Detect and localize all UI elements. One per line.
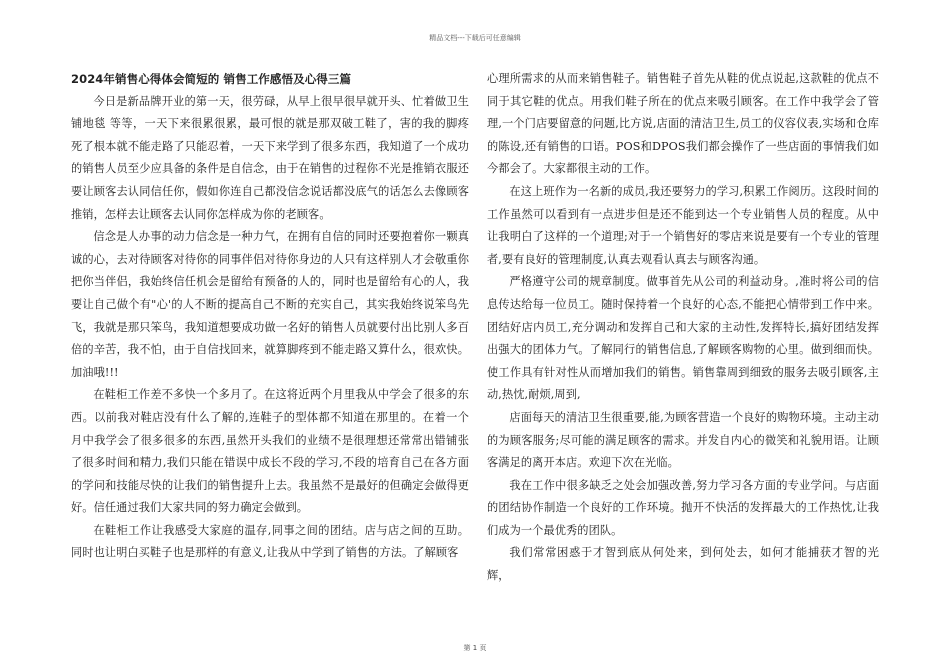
paragraph: 在鞋柜工作让我感受大家庭的温存,同事之间的团结。店与店之间的互助。同时也让明白买鞋子也是那样的有意义,让我从中学到了销售的方法。了解顾客 (71, 523, 469, 560)
document-title: 2024年销售心得体会简短的 销售工作感悟及心得三篇 (71, 72, 352, 86)
paragraph: 心理所需求的从而来销售鞋子。销售鞋子首先从鞋的优点说起,这款鞋的优点不同于其它鞋的优点。用我们鞋子所在的优点来吸引顾客。在工作中我学会了管理,一个门店要留意的问题,比方说,店面的清洁卫生,员工的仪容仪表,实场和仓库的陈设,还有销售的口语。POS和DPOS我们都会操作了一些店面的事情我们如今都会了。大家都很主动的工作。 (487, 72, 879, 176)
left-column (71, 68, 469, 565)
paragraph: 店面每天的清洁卫生很重要,能,为顾客营造一个良好的购物环境。主动主动的为顾客服务;尽可能的满足顾客的需求。并发自内心的微笑和礼貌用语。让顾客满足的离开本店。欢迎下次在光临。 (487, 410, 879, 470)
paragraph: 在这上班作为一名新的成员,我还要努力的学习,积累工作阅历。这段时间的工作虽然可以看到有一点进步但是还不能到达一个专业销售人员的程度。从中让我明白了这样的一个道理;对于一个销售好的零店来说是要有一个专业的管理者,要有良好的管理制度,认真去观看认真去与顾客沟通。 (487, 184, 879, 266)
paragraph: 我们常常困惑于才智到底从何处来，到何处去，如何才能捕获才智的光辉， (487, 546, 879, 583)
paragraph: 在鞋柜工作差不多快一个多月了。在这将近两个月里我从中学会了很多的东西。以前我对鞋店没有什么了解的,连鞋子的型体都不知道在那里的。在着一个月中我学会了很多很多的东西,虽然开头我们的业绩不是很理想还常常出错铺张了很多时间和精力,我们只能在错误中成长不段的学习,不段的培育自己在各方面的学问和技能尽快的让我们的销售提升上去。我虽然不是最好的但确定会做得更好。信任通过我们大家共同的努力确定会做到。 (71, 388, 469, 515)
paragraph: 今日是新品牌开业的第一天，很劳碌，从早上很早很早就开头、忙着做卫生铺地毯 等等，一天下来很累很累，最可恨的就是那双破工鞋了，害的我的脚疼死了根本就不能走路了只能忍着，一天下来学到了很多东西，我知道了一个成功的销售人员至少应具备的条件是自信念，由于在销售的过程你不光是推销衣服还要让顾客去认同信任你，假如你连自己都没信念说话都没底气的话怎么去像顾客推销，怎样去让顾客去认同你怎样成为你的老顾客。 (71, 94, 469, 221)
page-number: 第 1 页 (463, 644, 487, 652)
paragraph: 我在工作中很多缺乏之处会加强改善,努力学习各方面的专业学问。与店面的团结协作制造一个良好的工作环境。抛开不快活的发挥最大的工作热忱,让我们成为一个最优秀的团队。 (487, 478, 879, 537)
right-column (487, 68, 879, 588)
page-header: 精品文档---下载后可任意编辑 (429, 34, 521, 42)
paragraph: 严格遵守公司的规章制度。做事首先从公司的利益动身。,准时将公司的信息传达给每一位员工。随时保持着一个良好的心态,不能把心情带到工作中来。团结好店内员工,充分调动和发挥自己和大家的主动性,发挥特长,搞好团结发挥出强大的团体力气。了解同行的销售信息,了解顾客购物的心里。做到细而快。使工作具有针对性从而增加我们的销售。销售靠周到细致的服务去吸引顾客,主动,热忱,耐烦,周到, (487, 275, 879, 402)
paragraph: 信念是人办事的动力信念是一种力气，在拥有自信的同时还要抱着你一颗真诚的心，去对待顾客对待你的同事伴侣对待你身边的人只有这样别人才会敬重你把你当伴侣，我始终信任机会是留给有预备的人的，同时也是留给有心的人，我要让自己做个有"心'的人不断的提高自己不断的充实自己，其实我始终说笨鸟先飞，我就是那只笨鸟，我知道想要成功做一名好的销售人员就要付出比别人多百倍的辛苦，我不怕，由于自信找回来，就算脚疼到不能走路又算什么，很欢快。加油哦!!! (71, 230, 469, 379)
